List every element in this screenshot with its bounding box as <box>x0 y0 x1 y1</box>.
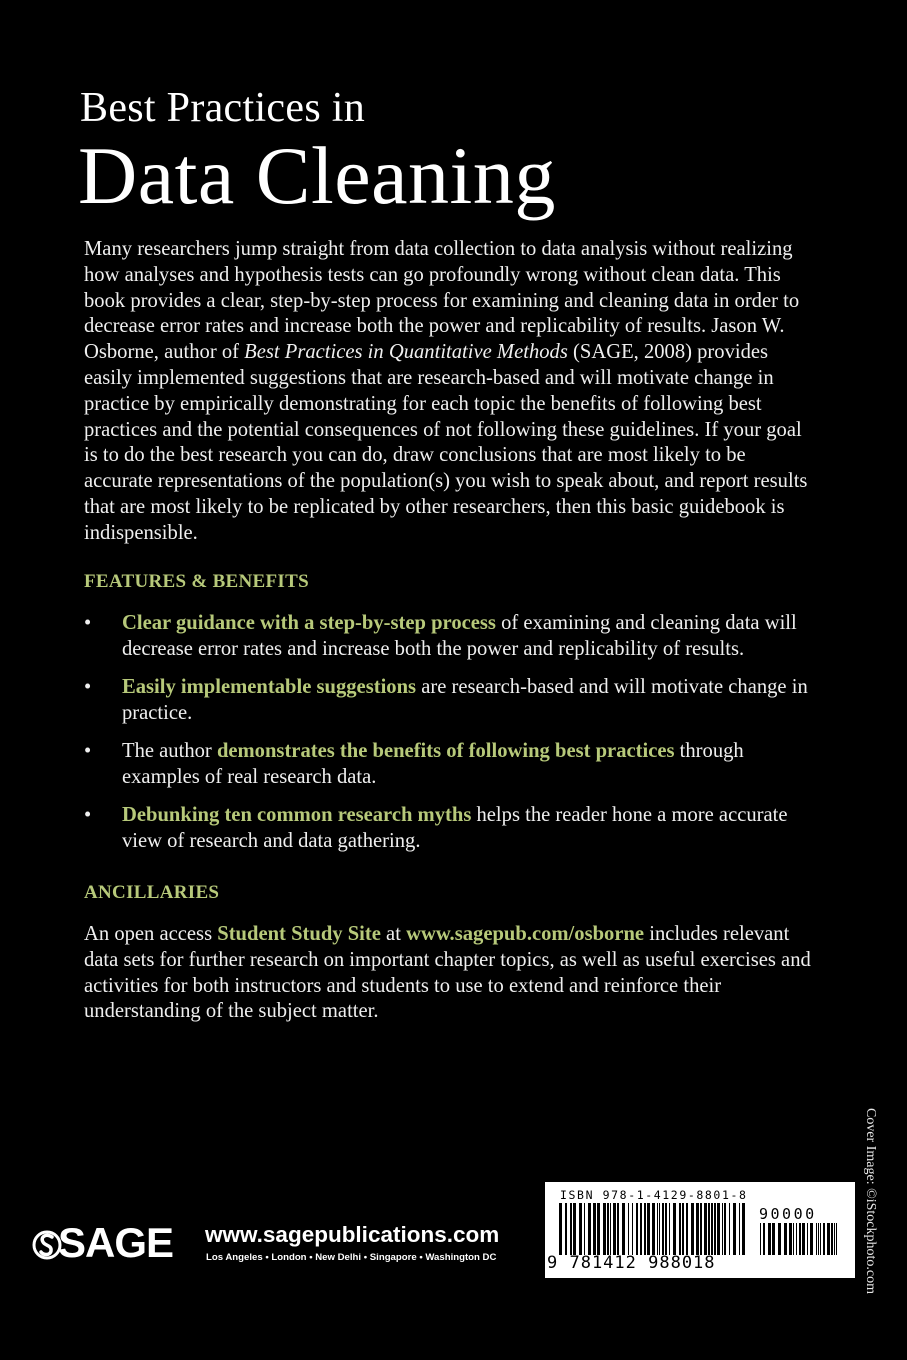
ancillaries-post: includes relevant data sets for further research on important chapter topics, as well as useful exercises and activities for both instructors and students to use to extend and reinforce their understanding of the subject matter. <box>84 923 811 1023</box>
sage-logo-text: SAGE <box>58 1219 174 1266</box>
study-site-url: www.sagepub.com/osborne <box>406 923 645 945</box>
bullet-icon: • <box>84 804 92 827</box>
barcode-bar <box>760 1223 761 1255</box>
barcode-bar <box>673 1203 676 1255</box>
description-part-2: (SAGE, 2008) provides easily implemented suggestions that are research-based and will motivate change in practice by empirically demonstrating for each topic the benefits of following best practices and the potential consequences of not following these guidelines. If your goal is to do the best research you can do, draw conclusions that are most likely to be accurate representations of the population(s) you wish to speak about, and report results that are most likely to be replicated by other researchers, then this basic guidebook is indispensible. <box>84 341 808 544</box>
bullet-icon: • <box>84 740 92 763</box>
feature-post: of examining and cleaning data will decrease error rates and increase both the power and replicability of results. <box>122 612 797 660</box>
barcode-bar <box>665 1203 667 1255</box>
barcode-bar <box>691 1203 694 1255</box>
barcode-bar <box>733 1203 736 1255</box>
barcode-bar <box>679 1203 681 1255</box>
barcode-bar <box>669 1203 670 1255</box>
price-addon-bars <box>760 1223 840 1255</box>
isbn-barcode <box>545 1182 855 1278</box>
barcode-bar <box>820 1223 821 1255</box>
barcode-bar <box>559 1203 562 1255</box>
barcode-bar <box>686 1203 688 1255</box>
feature-highlight: Clear guidance with a step-by-step process <box>122 612 496 634</box>
barcode-bar <box>816 1223 817 1255</box>
barcode-bar <box>827 1223 830 1255</box>
barcode-bar <box>662 1203 664 1255</box>
barcode-bar <box>696 1203 699 1255</box>
barcode-bar <box>628 1203 629 1255</box>
barcode-bar <box>823 1223 825 1255</box>
barcode-bar <box>659 1203 660 1255</box>
barcode-bar <box>834 1223 835 1255</box>
barcode-bar <box>784 1223 787 1255</box>
title-line-1: Best Practices in <box>80 85 366 131</box>
title-line-2: Data Cleaning <box>78 130 556 221</box>
feature-highlight: Debunking ten common research myths <box>122 804 472 827</box>
barcode-bar <box>632 1203 633 1255</box>
barcode-bar <box>796 1223 797 1255</box>
barcode-bar <box>793 1223 794 1255</box>
barcode-bar <box>739 1203 740 1255</box>
barcode-bar <box>603 1203 606 1255</box>
barcode-digits: 9 781412 988018 <box>547 1253 716 1273</box>
barcode-bar <box>772 1223 775 1255</box>
barcode-bar <box>652 1203 655 1255</box>
barcode-bar <box>802 1223 805 1255</box>
barcode-bar <box>588 1203 591 1255</box>
barcode-bar <box>565 1203 567 1255</box>
barcode-bar <box>778 1223 781 1255</box>
feature-item <box>84 803 824 855</box>
features-heading: FEATURES & BENEFITS <box>84 571 309 592</box>
barcode-bar <box>613 1203 616 1255</box>
bullet-icon: • <box>84 676 92 699</box>
publisher-url: www.sagepublications.com <box>205 1222 500 1247</box>
feature-post: through examples of real research data. <box>122 740 744 788</box>
barcode-bar <box>682 1203 684 1255</box>
barcode-bar <box>700 1203 702 1255</box>
referenced-book-title: Best Practices in Quantitative Methods <box>244 341 568 364</box>
barcode-bar <box>570 1203 572 1255</box>
barcode-bar <box>647 1203 650 1255</box>
barcode-bar <box>729 1203 730 1255</box>
isbn-label: ISBN 978-1-4129-8801-8 <box>560 1188 748 1202</box>
ancillaries-mid: at <box>380 923 407 945</box>
barcode-bar <box>610 1203 611 1255</box>
publisher-cities: Los Angeles • London • New Delhi • Singapore • Washington DC <box>206 1252 497 1263</box>
barcode-bar <box>810 1223 813 1255</box>
barcode-bar <box>644 1203 646 1255</box>
ancillaries-text <box>84 922 819 1025</box>
book-description <box>84 237 814 547</box>
barcode-bar <box>724 1203 726 1255</box>
barcode-bar <box>722 1203 723 1255</box>
barcode-bar <box>807 1223 808 1255</box>
barcode-bar <box>742 1203 745 1255</box>
barcode-bar <box>640 1203 642 1255</box>
barcode-bar <box>607 1203 609 1255</box>
barcode-bar <box>573 1203 576 1255</box>
bullet-icon: • <box>84 612 92 634</box>
barcode-bar <box>836 1223 837 1255</box>
barcode-bar <box>799 1223 801 1255</box>
barcode-bar <box>597 1203 600 1255</box>
cover-image-credit: Cover Image: ©iStockphoto.com <box>863 1108 878 1294</box>
barcode-bar <box>636 1203 638 1255</box>
price-code: 90000 <box>759 1205 817 1223</box>
feature-pre: The author <box>122 740 217 763</box>
feature-post: are research-based and will motivate change in practice. <box>122 676 808 724</box>
study-site-name: Student Study Site <box>217 923 381 945</box>
feature-highlight: Easily implementable suggestions <box>122 676 417 699</box>
barcode-bar <box>622 1203 625 1255</box>
barcode-bar <box>789 1223 792 1255</box>
ean-barcode-bars <box>559 1203 749 1255</box>
barcode-bar <box>657 1203 658 1255</box>
feature-item <box>84 739 824 791</box>
barcode-bar <box>704 1203 707 1255</box>
ancillaries-heading: ANCILLARIES <box>84 882 220 903</box>
barcode-bar <box>714 1203 716 1255</box>
barcode-bar <box>717 1203 720 1255</box>
feature-highlight: demonstrates the benefits of following best practices <box>216 740 675 763</box>
features-list <box>84 611 824 867</box>
barcode-bar <box>579 1203 582 1255</box>
barcode-bar <box>708 1203 710 1255</box>
barcode-bar <box>711 1203 713 1255</box>
barcode-bar <box>831 1223 833 1255</box>
barcode-bar <box>818 1223 819 1255</box>
ancillaries-pre: An open access <box>84 923 218 945</box>
barcode-bar <box>768 1223 771 1255</box>
barcode-bar <box>617 1203 619 1255</box>
barcode-bar <box>763 1223 765 1255</box>
barcode-bar <box>584 1203 585 1255</box>
feature-post: helps the reader hone a more accurate view of research and data gathering. <box>122 804 788 853</box>
barcode-bar <box>593 1203 596 1255</box>
feature-item <box>84 675 824 727</box>
description-part-1: Many researchers jump straight from data collection to data analysis without realizing how analyses and hypothesis tests can go profoundly wrong without clean data. This book provides a clear, step-by-step process for examining and cleaning data in order to decrease error rates and increase both the power and replicability of results. Jason W. Osborne, author of <box>84 238 800 364</box>
feature-item <box>84 611 824 663</box>
